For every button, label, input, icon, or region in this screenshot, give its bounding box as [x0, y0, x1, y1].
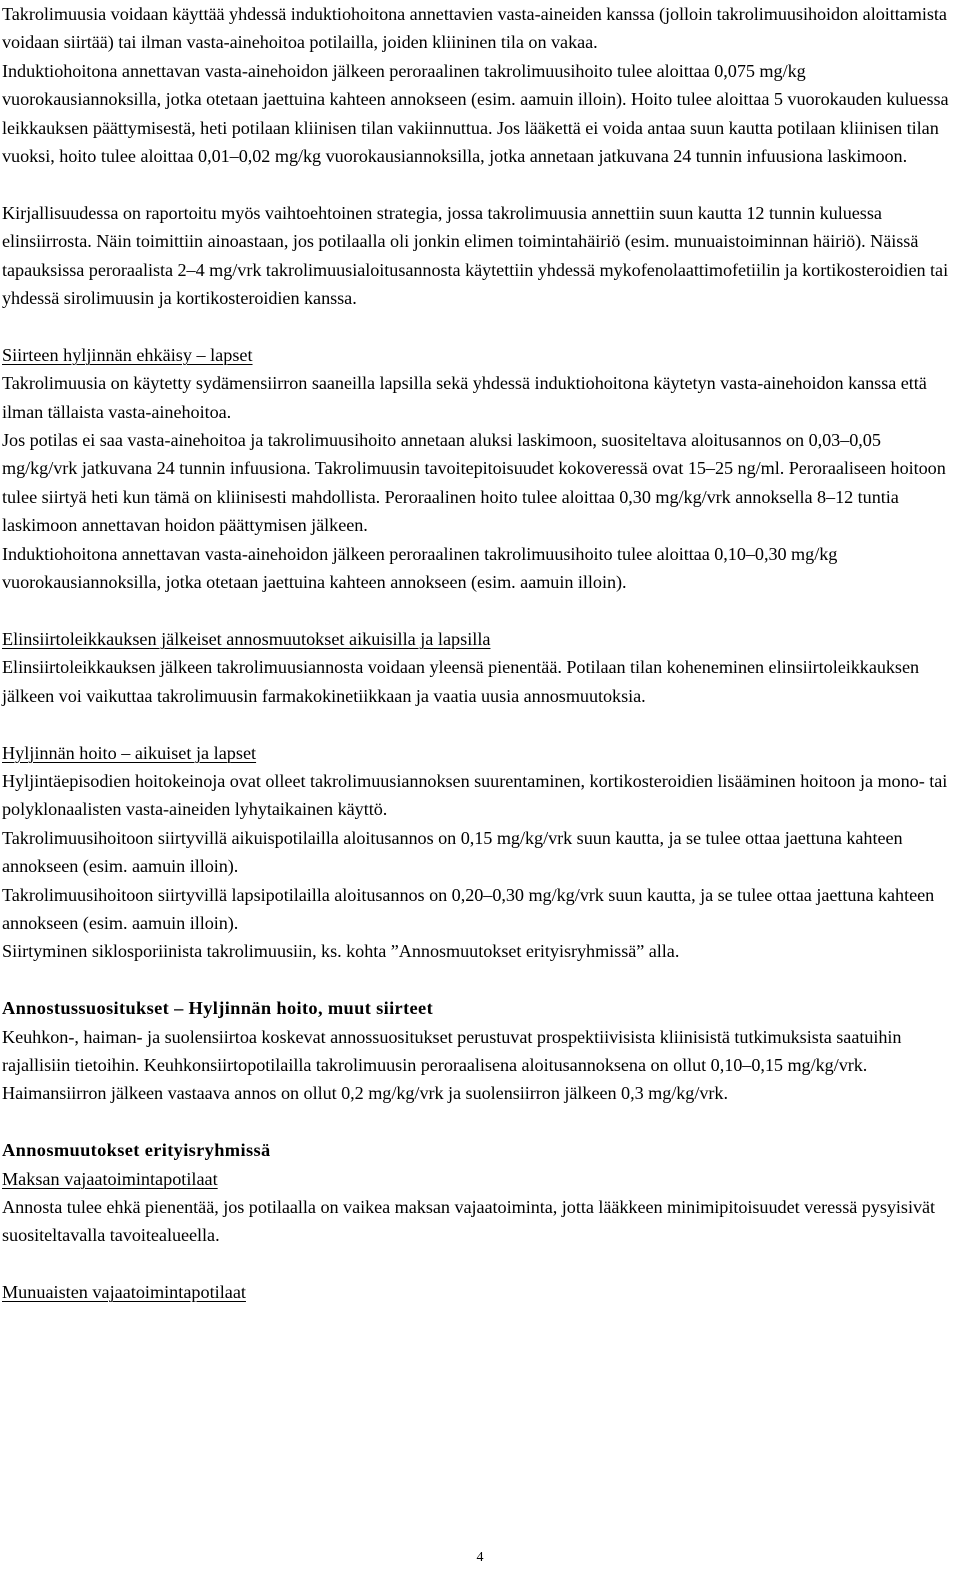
paragraph-gap [2, 597, 954, 625]
post-transplant-paragraph-1: Elinsiirtoleikkauksen jälkeen takrolimuusiannosta voidaan yleensä pienentää. Potilaan tilan koheneminen elinsiirtoleikkauksen jälkeen voi vaikuttaa takrolimuusin farmakokinetiikkaan ja vaatia uusia annosmuutoksia. [2, 657, 920, 706]
section-heart-children [2, 341, 954, 597]
section-heading-other-transplants: Annostussuositukset – Hyljinnän hoito, muut siirteet [2, 998, 434, 1019]
rejection-paragraph-3: Takrolimuusihoitoon siirtyvillä lapsipotilailla aloitusannos on 0,20–0,30 mg/kg/vrk suun kautta, ja se tulee ottaa jaettuna kahteen annokseen (esim. aamuin illoin). [2, 884, 935, 933]
rejection-paragraph-1: Hyljintäepisodien hoitokeinoja ovat olleet takrolimuusiannoksen suurentaminen, kortikosteroidien lisääminen hoitoon ja mono- tai polyklonaalisten vasta-aineiden lyhytaikainen käyttö. [2, 770, 948, 820]
paragraph-gap [2, 312, 954, 340]
page-number: 4 [476, 1550, 484, 1565]
heart-children-paragraph-1: Takrolimuusia on käytetty sydämensiirron saaneilla lapsilla sekä yhdessä induktiohoitona käytetyn vasta-ainehoidon kanssa että ilman tällaista vasta-ainehoitoa. [2, 373, 927, 422]
section-rejection [2, 739, 954, 966]
section-title-liver: Maksan vajaatoimintapotilaat [2, 1168, 218, 1189]
other-transplants-paragraph-1: Keuhkon-, haiman- ja suolensiirtoa koskevat annossuositukset perustuvat prospektiivisista kliinisistä tutkimuksista saatuihin rajallisiin tietoihin. Keuhkonsiirtopotilailla takrolimuusin peroraalisena aloitusannoksena on ollut 0,10–0,15 mg/kg/vrk. Haimansiirron jälkeen vastaava annos on ollut 0,2 mg/kg/vrk ja suolensiirron jälkeen 0,3 mg/kg/vrk. [2, 1026, 902, 1104]
intro-paragraph-3: Kirjallisuudessa on raportoitu myös vaihtoehtoinen strategia, jossa takrolimuusia annettiin suun kautta 12 tunnin kuluessa elinsiirrosta. Näin toimittiin ainoastaan, jos potilaalla oli jonkin elimen toimintahäiriö (esim. munuaistoiminnan häiriö). Näissä tapauksissa peroraalista 2–4 mg/vrk takrolimuusialoitusannosta käytettiin yhdessä mykofenolaattimofetiilin ja kortikosteroidien tai yhdessä sirolimuusin ja kortikosteroidien kanssa. [2, 202, 949, 309]
paragraph-gap [2, 1108, 954, 1136]
section-title-kidney: Munuaisten vajaatoimintapotilaat [2, 1282, 246, 1303]
section-other-transplants [2, 994, 954, 1108]
section-post-transplant [2, 625, 954, 710]
section-heading-special-groups: Annosmuutokset erityisryhmissä [2, 1140, 271, 1161]
paragraph-gap [2, 966, 954, 994]
heart-children-paragraph-2: Jos potilas ei saa vasta-ainehoitoa ja takrolimuusihoito annetaan aluksi laskimoon, suositeltava aloitusannos on 0,03–0,05 mg/kg/vrk jatkuvana 24 tunnin infuusiona. Takrolimuusin tavoitepitoisuudet kokoveressä ovat 15–25 ng/ml. Peroraaliseen hoitoon tulee siirtyä heti kun tämä on kliinisesti mahdollista. Peroraalinen hoito tulee aloittaa 0,30 mg/kg/vrk annoksella 8–12 tuntia laskimoon annettavan hoidon päättymisen jälkeen. [2, 430, 946, 536]
section-special-groups [2, 1136, 954, 1306]
intro-paragraph-1: Takrolimuusia voidaan käyttää yhdessä induktiohoitona annettavien vasta-aineiden kanssa (jolloin takrolimuusihoidon aloittamista voidaan siirtää) tai ilman vasta-ainehoitoa potilailla, joiden kliininen tila on vakaa. [2, 4, 947, 53]
section-title-post-transplant: Elinsiirtoleikkauksen jälkeiset annosmuutokset aikuisilla ja lapsilla [2, 628, 491, 649]
section-title-heart-children: Siirteen hyljinnän ehkäisy – lapset [2, 344, 253, 365]
paragraph-gap [2, 170, 954, 198]
intro-paragraph-2: Induktiohoitona annettavan vasta-ainehoidon jälkeen peroraalinen takrolimuusihoito tulee aloittaa 0,075 mg/kg vuorokausiannoksilla, jotka otetaan jaettuina kahteen annokseen (esim. aamuin illoin). Hoito tulee aloittaa 5 vuorokauden kuluessa leikkauksen päättymisestä, heti potilaan kliinisen tilan vakiinnuttua. Jos lääkettä ei voida antaa suun kautta potilaan kliinisen tilan vuoksi, hoito tulee aloittaa 0,01–0,02 mg/kg vuorokausiannoksilla, jotka annetaan jatkuvana 24 tunnin infuusiona laskimoon. [2, 60, 949, 167]
section-title-rejection: Hyljinnän hoito – aikuiset ja lapset [2, 742, 257, 763]
document-page [2, 0, 954, 1307]
rejection-paragraph-2: Takrolimuusihoitoon siirtyvillä aikuispotilailla aloitusannos on 0,15 mg/kg/vrk suun kautta, ja se tulee ottaa jaettuna kahteen annokseen (esim. aamuin illoin). [2, 827, 903, 877]
liver-paragraph-1: Annosta tulee ehkä pienentää, jos potilaalla on vaikea maksan vajaatoiminta, jotta lääkkeen minimipitoisuudet veressä pysyisivät suositeltavalla tavoitealueella. [2, 1196, 936, 1246]
paragraph-gap [2, 710, 954, 738]
heart-children-paragraph-3: Induktiohoitona annettavan vasta-ainehoidon jälkeen peroraalinen takrolimuusihoito tulee aloittaa 0,10–0,30 mg/kg vuorokausiannoksilla, jotka otetaan jaettuina kahteen annokseen (esim. aamuin illoin). [2, 543, 838, 593]
rejection-paragraph-4: Siirtyminen siklosporiinista takrolimuusiin, ks. kohta ”Annosmuutokset erityisryhmissä” alla. [2, 941, 680, 962]
paragraph-gap [2, 1250, 954, 1278]
